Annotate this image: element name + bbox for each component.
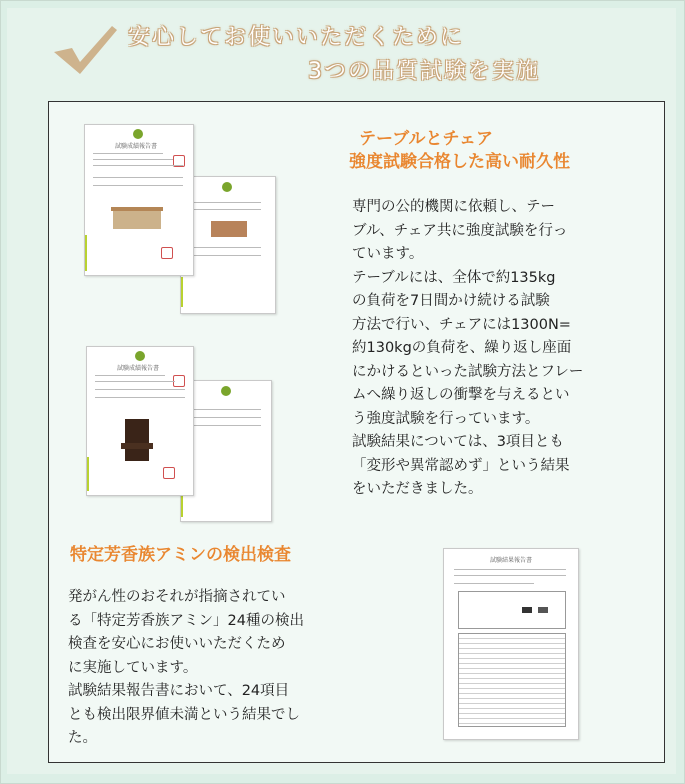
section1-body-line: ブル、チェア共に強度試験を行っ (352, 222, 568, 239)
section2-body-line: に実施しています。 (68, 659, 198, 676)
section1-body-line: 専門の公的機関に依頼し、テー (352, 199, 555, 215)
section1-body-line: ムへ繰り返しの衝撃を与えるとい (352, 387, 570, 403)
section1-body-line: の負荷を7日間かけ続ける試験 (352, 293, 550, 309)
section1-body-line: テーブルには、全体で約135kg (352, 269, 556, 286)
section1-body-line: う強度試験を行っています。 (352, 410, 540, 427)
section2-body (68, 586, 368, 751)
section1-body-line: にかけるといった試験方法とフレー (352, 363, 584, 380)
section2-body-line: 検査を安心にお使いいただくため (68, 636, 286, 652)
table-test-report-back (180, 176, 276, 314)
header-line-1: 安心してお使いいただくために (128, 25, 465, 50)
checkmark-icon (50, 22, 120, 77)
table-report-title: 試験成績報告書 (115, 143, 158, 150)
chair-test-report (86, 346, 194, 496)
section2-body-line: 試験結果報告書において、24項目 (68, 683, 290, 699)
section1-title-line2: 強度試験合格した高い耐久性 (349, 152, 570, 172)
chair-report-title: 試験成績報告書 (117, 365, 160, 372)
table-test-report (84, 124, 194, 276)
section1-body-line: ています。 (352, 246, 424, 262)
section2-body-line: る「特定芳香族アミン」24種の検出 (68, 612, 304, 629)
section2-title: 特定芳香族アミンの検出検査 (70, 545, 291, 565)
section1-body-line: 約130kgの負荷を、繰り返し座面 (352, 340, 572, 356)
section2-body-line: とも検出限界値未満という結果でし (68, 706, 300, 723)
amine-test-report (443, 548, 579, 740)
section1-body (352, 196, 642, 502)
section1-title-line1: テーブルとチェア (359, 129, 493, 149)
section1-body-line: 「変形や異常認めず」という結果 (352, 457, 570, 474)
section2-body-line: 発がん性のおそれが指摘されてい (68, 589, 286, 605)
section1-body-line: 方法で行い、チェアには1300N= (352, 316, 571, 333)
section1-body-line: をいただきました。 (352, 481, 483, 497)
amine-report-title: 試験結果報告書 (490, 557, 533, 564)
header-line-2: 3つの品質試験を実施 (308, 59, 540, 84)
section1-body-line: 試験結果については、3項目とも (352, 434, 564, 450)
section2-body-line: た。 (68, 730, 97, 746)
